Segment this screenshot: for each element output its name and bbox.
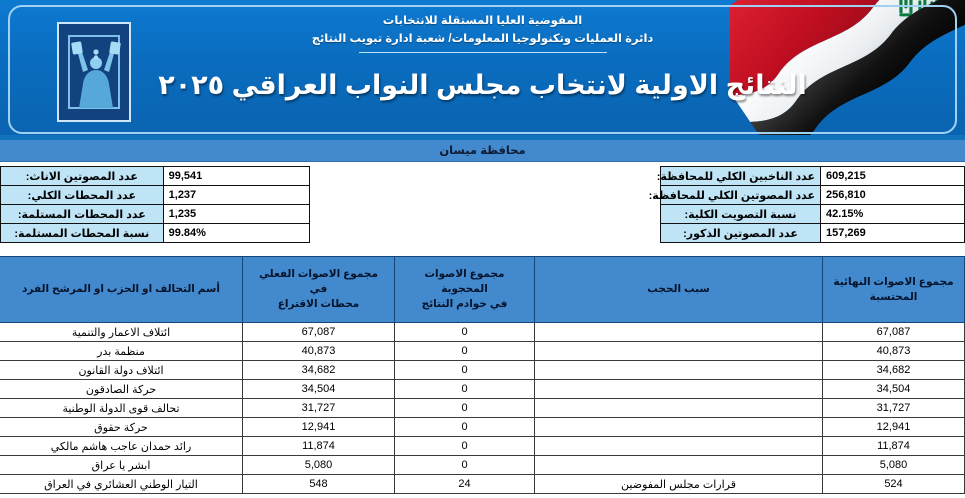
results-header-row [0,257,965,323]
cell-final-votes: 524 [823,475,965,494]
cell-withhold-reason [535,399,823,418]
cell-withhold-reason [535,456,823,475]
cell-withheld-votes: 0 [395,437,535,456]
cell-withheld-votes: 0 [395,399,535,418]
org-department-line: دائرة العمليات وتكنولوجيا المعلومات/ شعبة ادارة تبويب النتائج [311,33,654,45]
cell-actual-votes: 34,504 [243,380,395,399]
summary-value: 609,215 [821,167,965,186]
governorate-title-bar: محافظة ميسان [0,140,965,162]
summary-label: نسبة التصويت الكلية: [661,205,821,224]
cell-withheld-votes: 0 [395,342,535,361]
cell-withhold-reason: قرارات مجلس المفوضين [535,475,823,494]
cell-final-votes: 40,873 [823,342,965,361]
cell-final-votes: 67,087 [823,323,965,342]
header-line-1: سبب الحجب [647,283,710,295]
cell-withhold-reason [535,361,823,380]
header-line-2: المحتسبة [869,290,918,303]
table-row [0,437,965,456]
cell-withheld-votes: 0 [395,418,535,437]
cell-actual-votes: 11,874 [243,437,395,456]
cell-withhold-reason [535,323,823,342]
column-header-final-votes [823,257,965,323]
summary-value: 1,235 [163,205,309,224]
cell-party-name: تحالف قوى الدولة الوطنية [0,399,243,418]
cell-withheld-votes: 0 [395,380,535,399]
results-table-body [0,323,965,494]
table-row [0,342,965,361]
cell-actual-votes: 548 [243,475,395,494]
page-header-banner [0,0,965,140]
summary-row [1,205,310,224]
cell-withheld-votes: 24 [395,475,535,494]
ihec-logo [57,22,131,122]
table-row [0,361,965,380]
summary-value: 42.15% [821,205,965,224]
summary-row [661,205,965,224]
cell-actual-votes: 5,080 [243,456,395,475]
cell-party-name: التيار الوطني العشائري في العراق [0,475,243,494]
cell-party-name: حركة الصادقون [0,380,243,399]
summary-row [661,167,965,186]
cell-withhold-reason [535,437,823,456]
header-line-1: مجموع الاصوات النهائية [833,275,954,288]
summary-label: عدد المصوتين الاناث: [1,167,164,186]
table-row [0,418,965,437]
header-divider [359,52,607,53]
summary-label: عدد المحطات المستلمة: [1,205,164,224]
summary-value: 157,269 [821,224,965,243]
cell-party-name: حركة حقوق [0,418,243,437]
cell-actual-votes: 34,682 [243,361,395,380]
table-row [0,475,965,494]
column-header-party-name [0,257,243,323]
summary-row [1,186,310,205]
summary-row [661,186,965,205]
cell-withhold-reason [535,342,823,361]
summary-row [1,167,310,186]
org-name-line: المفوضية العليا المستقلة للانتخابات [382,15,583,27]
cell-actual-votes: 12,941 [243,418,395,437]
column-header-withhold-reason [535,257,823,323]
cell-withhold-reason [535,380,823,399]
summary-value: 99,541 [163,167,309,186]
cell-final-votes: 34,682 [823,361,965,380]
column-header-actual-votes [243,257,395,323]
summary-value: 256,810 [821,186,965,205]
cell-final-votes: 31,727 [823,399,965,418]
header-line-1: مجموع الاصوات الفعلي في [259,268,378,295]
summary-label: عدد المصوتين الكلي للمحافظة: [661,186,821,205]
summary-row [1,224,310,243]
table-row [0,380,965,399]
header-line-1: مجموع الاصوات المحجوبة [424,268,505,295]
summary-statistics [0,162,965,251]
cell-actual-votes: 67,087 [243,323,395,342]
cell-party-name: منظمة بدر [0,342,243,361]
summary-table-left [0,166,310,243]
summary-label: عدد المصوتين الذكور: [661,224,821,243]
cell-actual-votes: 40,873 [243,342,395,361]
cell-party-name: رائد حمدان عاجب هاشم مالكي [0,437,243,456]
summary-value: 99.84% [163,224,309,243]
ihec-voter-logo-icon [59,24,133,124]
summary-label: نسبة المحطات المستلمة: [1,224,164,243]
summary-value: 1,237 [163,186,309,205]
cell-withhold-reason [535,418,823,437]
header-line-2: محطات الاقتراع [277,298,360,310]
header-line-2: في خوادم النتائج [421,298,508,310]
page-title: النتائج الاولية لانتخاب مجلس النواب العراقي ٢٠٢٥ [158,70,807,100]
header-org-text [0,12,965,53]
cell-withheld-votes: 0 [395,361,535,380]
summary-label: عدد الناخبين الكلي للمحافظة: [661,167,821,186]
header-line-1: أسم التحالف او الحزب او المرشح الفرد [22,283,220,295]
results-table [0,256,965,494]
cell-withheld-votes: 0 [395,323,535,342]
summary-table-right [648,166,965,243]
cell-actual-votes: 31,727 [243,399,395,418]
cell-final-votes: 11,874 [823,437,965,456]
table-row [0,323,965,342]
cell-final-votes: 5,080 [823,456,965,475]
summary-label: عدد المحطات الكلي: [1,186,164,205]
cell-final-votes: 12,941 [823,418,965,437]
table-row [0,456,965,475]
table-row [0,399,965,418]
column-header-withheld-votes [395,257,535,323]
banner-bottom-strip [0,135,965,140]
cell-party-name: ائتلاف الاعمار والتنمية [0,323,243,342]
cell-party-name: ائتلاف دولة القانون [0,361,243,380]
results-section [0,251,965,494]
cell-final-votes: 34,504 [823,380,965,399]
cell-withheld-votes: 0 [395,456,535,475]
summary-row [661,224,965,243]
cell-party-name: ابشر يا عراق [0,456,243,475]
